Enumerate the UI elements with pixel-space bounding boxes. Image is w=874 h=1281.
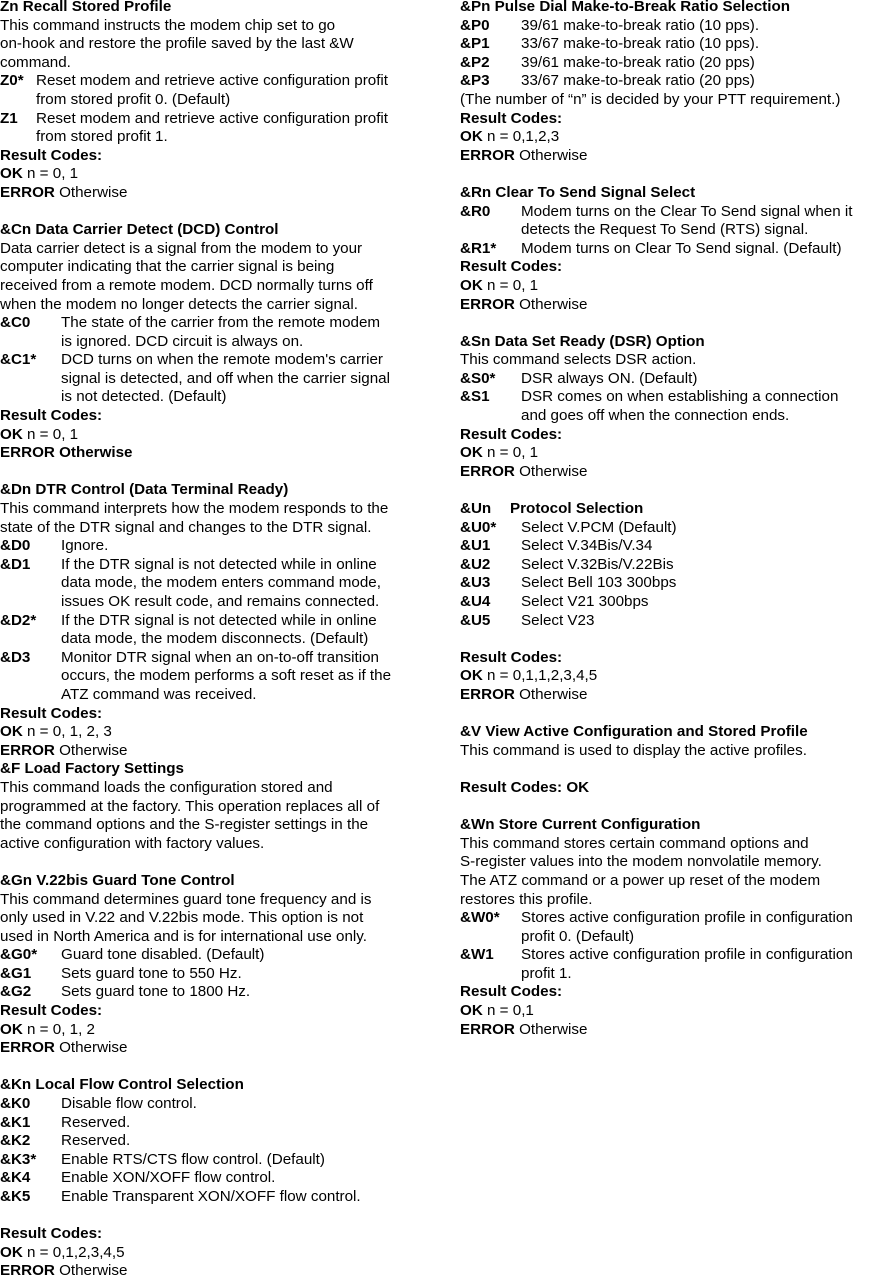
result-error-line: ERROR Otherwise <box>0 444 133 462</box>
command-desc-line: profit 0. (Default) <box>521 927 635 945</box>
command-item <box>460 946 874 983</box>
section-desc-line: This command interprets how the modem responds to the <box>0 500 389 518</box>
result-error-line <box>460 463 874 482</box>
command-desc-line: Guard tone disabled. (Default) <box>61 946 265 964</box>
command-desc-line: Select V.34Bis/V.34 <box>521 537 653 555</box>
command-desc-line: is not detected. (Default) <box>61 388 227 406</box>
result-ok-line <box>460 667 874 686</box>
command-desc-line: Enable Transparent XON/XOFF flow control. <box>61 1188 361 1205</box>
command-desc-line: data mode, the modem enters command mode, <box>61 574 381 592</box>
section-cn <box>0 221 420 463</box>
command-desc-line: Reset modem and retrieve active configuration profit <box>36 109 389 127</box>
command-desc-line: If the DTR signal is not detected while in online <box>61 611 377 629</box>
error-text: Otherwise <box>514 685 588 703</box>
section-title: &Cn Data Carrier Detect (DCD) Control <box>0 221 279 239</box>
error-text: Otherwise <box>54 1262 128 1280</box>
section-title-code: &Un <box>460 500 492 518</box>
section-gn <box>0 872 420 1058</box>
command-item <box>0 110 420 147</box>
ok-values: n = 0,1,2,3,4,5 <box>22 1243 125 1261</box>
command-desc-line: Stores active configuration profile in configuration <box>521 909 853 927</box>
ok-code: OK <box>0 165 23 183</box>
command-desc-line: Enable XON/XOFF flow control. <box>61 1169 276 1187</box>
command-item <box>0 1114 420 1133</box>
command-code: &U3 <box>460 574 491 592</box>
section-desc-line: S-register values into the modem nonvolatile memory. <box>460 853 822 871</box>
section-title: &Rn Clear To Send Signal Select <box>460 183 696 201</box>
command-desc-line: Modem turns on Clear To Send signal. (Default) <box>521 239 842 257</box>
command-desc-line: Reset modem and retrieve active configuration profit <box>36 72 389 90</box>
section-desc-line: on-hook and restore the profile saved by the last &W <box>0 35 354 53</box>
section-sn <box>460 333 874 482</box>
command-code: &G0* <box>0 946 38 964</box>
section-title: &Wn Store Current Configuration <box>460 816 701 834</box>
error-text: Otherwise <box>54 183 128 201</box>
result-codes-label: Result Codes: <box>460 425 563 443</box>
result-ok-line <box>460 128 874 147</box>
command-item <box>460 537 874 556</box>
command-item <box>460 72 874 91</box>
command-desc-line: 33/67 make-to-break ratio (20 pps) <box>521 72 755 90</box>
ok-values: n = 0,1,1,2,3,4,5 <box>482 667 598 685</box>
command-item <box>460 612 874 631</box>
command-desc-line: DSR always ON. (Default) <box>521 369 698 387</box>
command-code: &K0 <box>0 1095 31 1113</box>
section-desc-line: active configuration with factory values. <box>0 834 265 852</box>
section-desc-line: This command is used to display the active profiles. <box>460 741 807 759</box>
error-text: Otherwise <box>514 462 588 480</box>
command-item <box>0 314 420 351</box>
section-desc-line: only used in V.22 and V.22bis mode. This option is not <box>0 909 364 927</box>
ok-code: OK <box>0 425 23 443</box>
result-ok-line <box>460 277 874 296</box>
command-desc-line: Select V.32Bis/V.22Bis <box>521 555 674 573</box>
command-item <box>460 593 874 612</box>
ok-values: n = 0, 1 <box>482 276 539 294</box>
command-desc-line: Sets guard tone to 1800 Hz. <box>61 983 251 1001</box>
command-item <box>460 203 874 240</box>
result-codes-label: Result Codes: <box>0 1002 103 1020</box>
ok-values: n = 0, 1 <box>482 444 539 462</box>
command-item <box>0 556 420 612</box>
command-desc-line: Modem turns on the Clear To Send signal when it <box>521 202 853 220</box>
command-item <box>460 909 874 946</box>
command-desc-line: 33/67 make-to-break ratio (10 pps). <box>521 35 760 53</box>
command-item <box>460 556 874 575</box>
command-code: &U1 <box>460 537 491 555</box>
command-desc-line: Sets guard tone to 550 Hz. <box>61 964 242 982</box>
section-desc-line: This command determines guard tone frequency and is <box>0 890 372 908</box>
result-error-line <box>0 742 420 761</box>
command-code: &P3 <box>460 72 490 90</box>
section-v <box>460 723 874 797</box>
command-code: &D1 <box>0 555 31 573</box>
section-desc-line: Data carrier detect is a signal from the modem to your <box>0 239 363 257</box>
command-desc-line: and goes off when the connection ends. <box>521 407 790 425</box>
command-desc-line: Monitor DTR signal when an on-to-off transition <box>61 648 379 666</box>
command-desc-line: Select V.PCM (Default) <box>521 518 677 536</box>
command-desc-line: profit 1. <box>521 964 572 982</box>
command-item <box>460 240 874 259</box>
error-code: ERROR <box>460 146 515 164</box>
section-desc-line: the command options and the S-register settings in the <box>0 816 369 834</box>
command-desc-line: Stores active configuration profile in configuration <box>521 946 853 964</box>
command-code: &D0 <box>0 537 31 555</box>
section-title <box>460 500 874 519</box>
command-desc-line: ATZ command was received. <box>61 685 257 703</box>
command-desc-line: Select Bell 103 300bps <box>521 574 677 592</box>
result-error-line <box>460 686 874 705</box>
section-pn <box>460 0 874 165</box>
ok-code: OK <box>460 667 483 685</box>
section-title: &Dn DTR Control (Data Terminal Ready) <box>0 481 289 499</box>
command-code: &S1 <box>460 388 490 406</box>
result-error-line <box>460 147 874 166</box>
result-ok-line <box>460 444 874 463</box>
command-item <box>460 574 874 593</box>
ok-code: OK <box>0 1243 23 1261</box>
command-desc-line: is ignored. DCD circuit is always on. <box>61 332 304 350</box>
result-codes-label: Result Codes: <box>460 983 563 1001</box>
section-wn <box>460 816 874 1039</box>
result-ok-line <box>460 1002 874 1021</box>
result-codes-label: Result Codes: <box>460 258 563 276</box>
result-codes-label: Result Codes: <box>460 109 563 127</box>
command-desc-line: signal is detected, and off when the carrier signal <box>61 369 390 387</box>
command-desc-line: from stored profit 1. <box>36 128 168 146</box>
error-text: Otherwise <box>514 1020 588 1038</box>
error-code: ERROR <box>0 1262 55 1280</box>
section-title: &Kn Local Flow Control Selection <box>0 1076 244 1094</box>
section-un <box>460 500 874 705</box>
ok-code: OK <box>460 276 483 294</box>
command-code: &K4 <box>0 1169 31 1187</box>
ok-code: OK <box>460 128 483 146</box>
command-code: &U2 <box>460 555 491 573</box>
command-code: &K5 <box>0 1188 31 1205</box>
command-item <box>0 612 420 649</box>
section-desc-line: The ATZ command or a power up reset of the modem <box>460 871 821 889</box>
ok-values: n = 0,1 <box>482 1002 534 1020</box>
command-desc-line: Enable RTS/CTS flow control. (Default) <box>61 1150 325 1168</box>
error-code: ERROR <box>460 462 515 480</box>
section-title: &Pn Pulse Dial Make-to-Break Ratio Selection <box>460 0 790 15</box>
section-desc-line: when the modem no longer detects the carrier signal. <box>0 295 358 313</box>
section-desc-line: state of the DTR signal and changes to the DTR signal. <box>0 518 372 536</box>
result-ok-line <box>0 723 420 742</box>
command-desc-line: If the DTR signal is not detected while in online <box>61 555 377 573</box>
error-code: ERROR <box>460 685 515 703</box>
ok-code: OK <box>460 1002 483 1020</box>
error-text: Otherwise <box>54 1039 128 1057</box>
section-desc-line: restores this profile. <box>460 890 593 908</box>
result-codes-label: Result Codes: <box>0 407 103 425</box>
section-title: &F Load Factory Settings <box>0 760 184 778</box>
command-code: &D3 <box>0 648 31 666</box>
command-desc-line: Reserved. <box>61 1113 131 1131</box>
command-code: &C1* <box>0 351 37 369</box>
section-kn <box>0 1076 420 1281</box>
result-ok-line <box>0 1244 420 1263</box>
command-code: &U4 <box>460 593 491 610</box>
command-item <box>460 17 874 36</box>
command-desc-line: occurs, the modem performs a soft reset as if the <box>61 667 392 685</box>
error-code: ERROR <box>0 1039 55 1057</box>
command-item <box>0 946 420 965</box>
command-code: &R0 <box>460 202 491 220</box>
ok-code: OK <box>460 444 483 462</box>
section-desc-line: This command loads the configuration stored and <box>0 778 333 796</box>
command-item <box>0 1132 420 1151</box>
command-item <box>460 35 874 54</box>
command-code: &W1 <box>460 946 494 964</box>
command-code: Z0* <box>0 72 24 90</box>
command-desc-line: from stored profit 0. (Default) <box>36 90 231 108</box>
section-title: &Gn V.22bis Guard Tone Control <box>0 871 235 889</box>
command-code: &P0 <box>460 16 490 34</box>
command-code: &K2 <box>0 1132 31 1150</box>
left-column <box>0 0 420 1281</box>
command-item <box>0 983 420 1002</box>
section-rn <box>460 184 874 314</box>
section-zn <box>0 0 420 203</box>
command-desc-line: Ignore. <box>61 537 109 555</box>
command-item <box>0 351 420 407</box>
command-item <box>0 965 420 984</box>
error-code: ERROR <box>460 295 515 313</box>
error-text: Otherwise <box>514 295 588 313</box>
command-item <box>0 1095 420 1114</box>
error-code: ERROR <box>0 183 55 201</box>
command-desc-line: DCD turns on when the remote modem's carrier <box>61 351 383 369</box>
command-item <box>0 72 420 109</box>
section-title: Zn Recall Stored Profile <box>0 0 172 15</box>
command-item <box>0 1188 420 1207</box>
command-code: &S0* <box>460 369 496 387</box>
command-desc-line: 39/61 make-to-break ratio (10 pps). <box>521 16 760 34</box>
ok-values: n = 0, 1 <box>22 425 79 443</box>
command-code: &K3* <box>0 1150 37 1168</box>
command-code: &P2 <box>460 53 490 71</box>
result-error-line <box>0 1039 420 1058</box>
result-ok-line <box>0 1021 420 1040</box>
command-item <box>460 370 874 389</box>
section-title: &Sn Data Set Ready (DSR) Option <box>460 332 705 350</box>
command-code: &U0* <box>460 518 497 536</box>
command-desc-line: Select V21 300bps <box>521 593 649 610</box>
command-item <box>460 54 874 73</box>
result-ok-line <box>0 426 420 445</box>
command-desc-line: Select V23 <box>521 611 595 629</box>
section-f <box>0 760 420 853</box>
ok-values: n = 0,1,2,3 <box>482 128 560 146</box>
result-error-line <box>0 184 420 203</box>
command-code: &D2* <box>0 611 37 629</box>
command-desc-line: Reserved. <box>61 1132 131 1150</box>
command-desc-line: detects the Request To Send (RTS) signal. <box>521 221 809 239</box>
section-title: &V View Active Configuration and Stored Profile <box>460 723 808 741</box>
section-desc-line: received from a remote modem. DCD normally turns off <box>0 276 373 294</box>
result-codes-line: Result Codes: OK <box>460 778 590 796</box>
command-desc-line: data mode, the modem disconnects. (Default) <box>61 630 369 648</box>
command-code: &G1 <box>0 964 32 982</box>
ok-values: n = 0, 1, 2 <box>22 1020 95 1038</box>
section-title-text: Protocol Selection <box>510 500 644 518</box>
command-item <box>0 1169 420 1188</box>
command-code: &R1* <box>460 239 497 257</box>
section-dn <box>0 481 420 760</box>
command-code: &P1 <box>460 35 490 53</box>
command-item <box>460 519 874 538</box>
command-desc-line: The state of the carrier from the remote modem <box>61 314 381 332</box>
command-item <box>460 388 874 425</box>
result-codes-label: Result Codes: <box>460 648 563 666</box>
result-codes-label: Result Codes: <box>0 146 103 164</box>
command-desc-line: issues OK result code, and remains connected. <box>61 593 380 610</box>
section-desc-line: This command stores certain command options and <box>460 834 809 852</box>
error-text: Otherwise <box>514 146 588 164</box>
right-column <box>460 0 874 1039</box>
command-desc-line: 39/61 make-to-break ratio (20 pps) <box>521 53 755 71</box>
ok-values: n = 0, 1 <box>22 165 79 183</box>
result-codes-label: Result Codes: <box>0 1225 103 1243</box>
result-codes-label: Result Codes: <box>0 704 103 722</box>
section-desc-line: programmed at the factory. This operation replaces all of <box>0 797 380 815</box>
command-desc-line: DSR comes on when establishing a connection <box>521 388 839 406</box>
command-code: &G2 <box>0 983 32 1001</box>
ok-values: n = 0, 1, 2, 3 <box>22 723 112 741</box>
result-error-line <box>460 296 874 315</box>
result-error-line <box>460 1021 874 1040</box>
section-desc-line: computer indicating that the carrier signal is being <box>0 258 335 276</box>
command-code: &C0 <box>0 314 31 332</box>
section-note: (The number of “n” is decided by your PTT requirement.) <box>460 90 841 108</box>
result-ok-line <box>0 165 420 184</box>
ok-code: OK <box>0 723 23 741</box>
command-desc-line: Disable flow control. <box>61 1095 197 1113</box>
command-code: &K1 <box>0 1113 31 1131</box>
command-code: Z1 <box>0 109 18 127</box>
error-code: ERROR <box>0 741 55 759</box>
command-code: &W0* <box>460 909 500 927</box>
section-desc-line: This command instructs the modem chip set to go <box>0 16 336 34</box>
command-item <box>0 649 420 705</box>
section-desc-line: This command selects DSR action. <box>460 351 697 369</box>
error-code: ERROR <box>460 1020 515 1038</box>
command-item <box>0 1151 420 1170</box>
result-error-line <box>0 1262 420 1281</box>
command-item <box>0 537 420 556</box>
command-code: &U5 <box>460 611 491 629</box>
section-desc-line: command. <box>0 53 71 71</box>
ok-code: OK <box>0 1020 23 1038</box>
section-desc-line: used in North America and is for international use only. <box>0 927 367 945</box>
error-text: Otherwise <box>54 741 128 759</box>
